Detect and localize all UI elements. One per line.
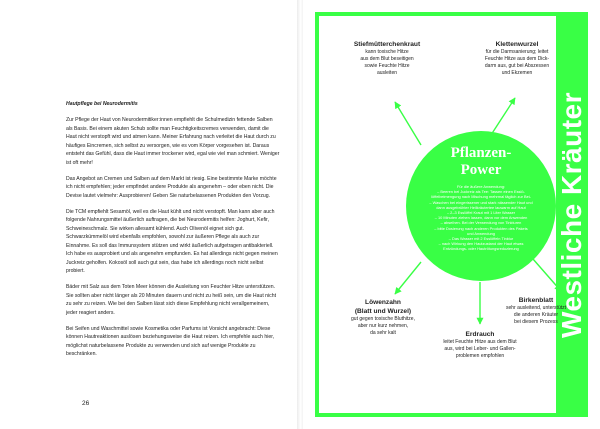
center-title-line: Pflanzen- <box>450 145 512 161</box>
herb-erdrauch <box>415 330 545 360</box>
herb-klettenwurzel <box>467 40 567 77</box>
center-body-line: – 2–3 Esslöffel Kraut mit 1 Liter Wasser <box>446 210 516 216</box>
paragraph: Das Angebot an Cremen und Salben auf dem Markt ist riesig. Eine bestimmte Marke möchte ich nicht empfehlen; jeder empfindet andere Produkte als angenehm – oder eben nicht. Die Devise lautet vielmehr: Ausprobieren! Geben Sie naturbelassenen Produkten den Vorzug. <box>66 175 277 199</box>
herb-name: Löwenzahn <box>365 299 401 306</box>
paragraph: Bei Seifen und Waschmittel sowie Kosmetika oder Parfums ist Vorsicht angebracht: Diese können Hautreaktionen auslösen beziehungsweise die Haut reizen. Ich empfehle auch hier, möglichst naturbelassene Produkte zu verwenden und sich auf wenige Produkte zu beschränken. <box>66 325 275 357</box>
herb-desc-line: leitet Feuchte Hitze aus dem Blut <box>443 339 517 345</box>
arrow-bottom-right <box>533 259 561 291</box>
page-number: 26 <box>82 400 90 407</box>
center-body-line: – bitte Dosierung nach anderen Produkten des Pakets <box>434 225 528 231</box>
center-title-line: Power <box>460 162 502 178</box>
body-text <box>66 100 280 366</box>
herb-name: Klettenwurzel <box>495 41 539 48</box>
herb-desc-line: da sehr kalt <box>370 329 396 336</box>
paragraph: Die TCM empfiehlt Sesamöl, weil es die Haut kühlt und nicht verstopft. Man kann aber auch folgende Nahrungsmittel äußerlich auftragen, die bei Neurodermitis helfen: Joghurt, Kefir, Schweineschmalz. Sie wirken allesamt kühlend. Auch Olivenöl eignet sich gut. Schwarzkümmelöl wird ebenfalls empfohlen, sowohl zur äußeren Pflege als auch zur Einnahme. Es soll das Immunsystem stützen und wirkt äußerlich aufgetragen antibakteriell. Ich habe es ausprobiert und als angenehm empfunden. Es hat allerdings nicht gegen meinen Juckreiz geholfen. Kokosöl soll auch gut sein, das habe ich allerdings noch nicht selbst probiert. <box>66 208 278 274</box>
herb-desc-line: sehr ausleitend, unterstützt <box>505 305 567 311</box>
center-body-line: – nach Wirkung den Hautzustand der Haut etwas <box>438 241 524 247</box>
center-body <box>417 184 545 252</box>
herb-name-sub: (Blatt und Wurzel) <box>354 308 412 315</box>
herb-desc-line: und Ekzemen <box>501 69 533 76</box>
center-body-line: löffelbeimengung nach Mischung mehrmal täglich zur Bei- <box>431 194 531 200</box>
center-body-line: – Waschen bei eingerissener und stark nässender Haut und <box>429 199 533 205</box>
center-title <box>406 145 556 179</box>
herb-desc-line: aus, wird bei Leber- und Gallen- <box>444 345 516 352</box>
herb-name: Erdrauch <box>465 331 495 338</box>
herb-desc-line: problemen empfohlen <box>455 352 505 359</box>
paragraph: Bäder mit Salz aus dem Toten Meer können die Ausleitung von Feuchter Hitze unterstützen. Sie sollten aber nicht länger als 20 Minuten dauern und nicht zu heiß sein, um die Haut nicht zu sehr zu reizen. Wie bei den Salben lässt sich diese Empfehlung nicht verallgemeinern, jeder reagiert anders. <box>66 284 277 316</box>
center-body-line: und Anwendung <box>467 230 495 236</box>
paragraph: Zur Pflege der Haut von Neurodermitiker:innen empfiehlt die Schulmedizin fettende Salben als Basis. Bei einem akuten Schub sollte man Feuchtigkeitscremes verwenden, damit die Haut nicht verstopft wird und atmen kann. Meiner Erfahrung nach verleitet die Haut durch zu häufiges Eincremen, sich selbst zu versorgen, wie es vom Körper vorgesehen ist. Daraus entsteht das Gefühl, dass die Haut immer trockener wird, egal wie viel man schmiert. Weniger ist oft mehr! <box>66 117 280 166</box>
herb-desc-line: Feuchte Hitze aus dem Dick- <box>484 55 550 62</box>
arrow-top-left <box>395 102 421 145</box>
herb-desc-line: bei diesem Prozess <box>514 318 558 325</box>
herb-desc-line: aus dem Blut beseitigen <box>360 55 414 62</box>
right-page <box>303 0 600 429</box>
center-body-line: – 10 Minuten ziehen lassen, dann vor dem Anwenden <box>434 215 528 221</box>
center-body-line: – Beeren bei Juckreiz als Tee: Tassen einen Esslö- <box>437 189 525 195</box>
herb-desc-line: die anderen Kräuter <box>513 311 559 318</box>
center-body-line: Für die äußere Anwendung: <box>456 184 505 189</box>
herb-desc-line: darm aus, gut bei Abszessen <box>484 62 550 69</box>
arrow-bottom-left <box>395 262 421 294</box>
side-title-text: Westliche Kräuter <box>556 91 587 338</box>
herb-desc-line: aber nur kurz nehmen, <box>357 322 409 329</box>
herb-desc-line: für die Darmsanierung; leitet <box>485 49 549 55</box>
herb-desc-line: sowie Feuchte Hitze <box>364 62 410 69</box>
center-body-line: – abseihen. Bei der Verwendung von Tinkturen <box>440 220 522 226</box>
herb-birkenblatt <box>486 296 586 326</box>
herb-desc-line: gut gegen toxische Bluthitze, <box>351 316 415 322</box>
center-body-line: Entzündungs- oder Hautrötungsreduzierung <box>443 246 519 252</box>
section-heading: Hautpflege bei Neurodermitis <box>66 101 138 107</box>
center-body-line: – Das Wasser mit 2 Esslöffeln Tinktur <box>448 236 514 242</box>
herb-stiefmuetterchenkraut <box>331 40 443 77</box>
herb-name: Stiefmütterchenkraut <box>353 41 421 48</box>
herb-name: Birkenblatt <box>518 297 554 304</box>
center-body-line: dann ausgebrühter Heilkräutertee lauwarm auf Haut <box>436 204 526 210</box>
herb-desc-line: kann toxische Hitze <box>365 49 409 55</box>
herb-desc-line: ausleiten <box>376 69 397 76</box>
